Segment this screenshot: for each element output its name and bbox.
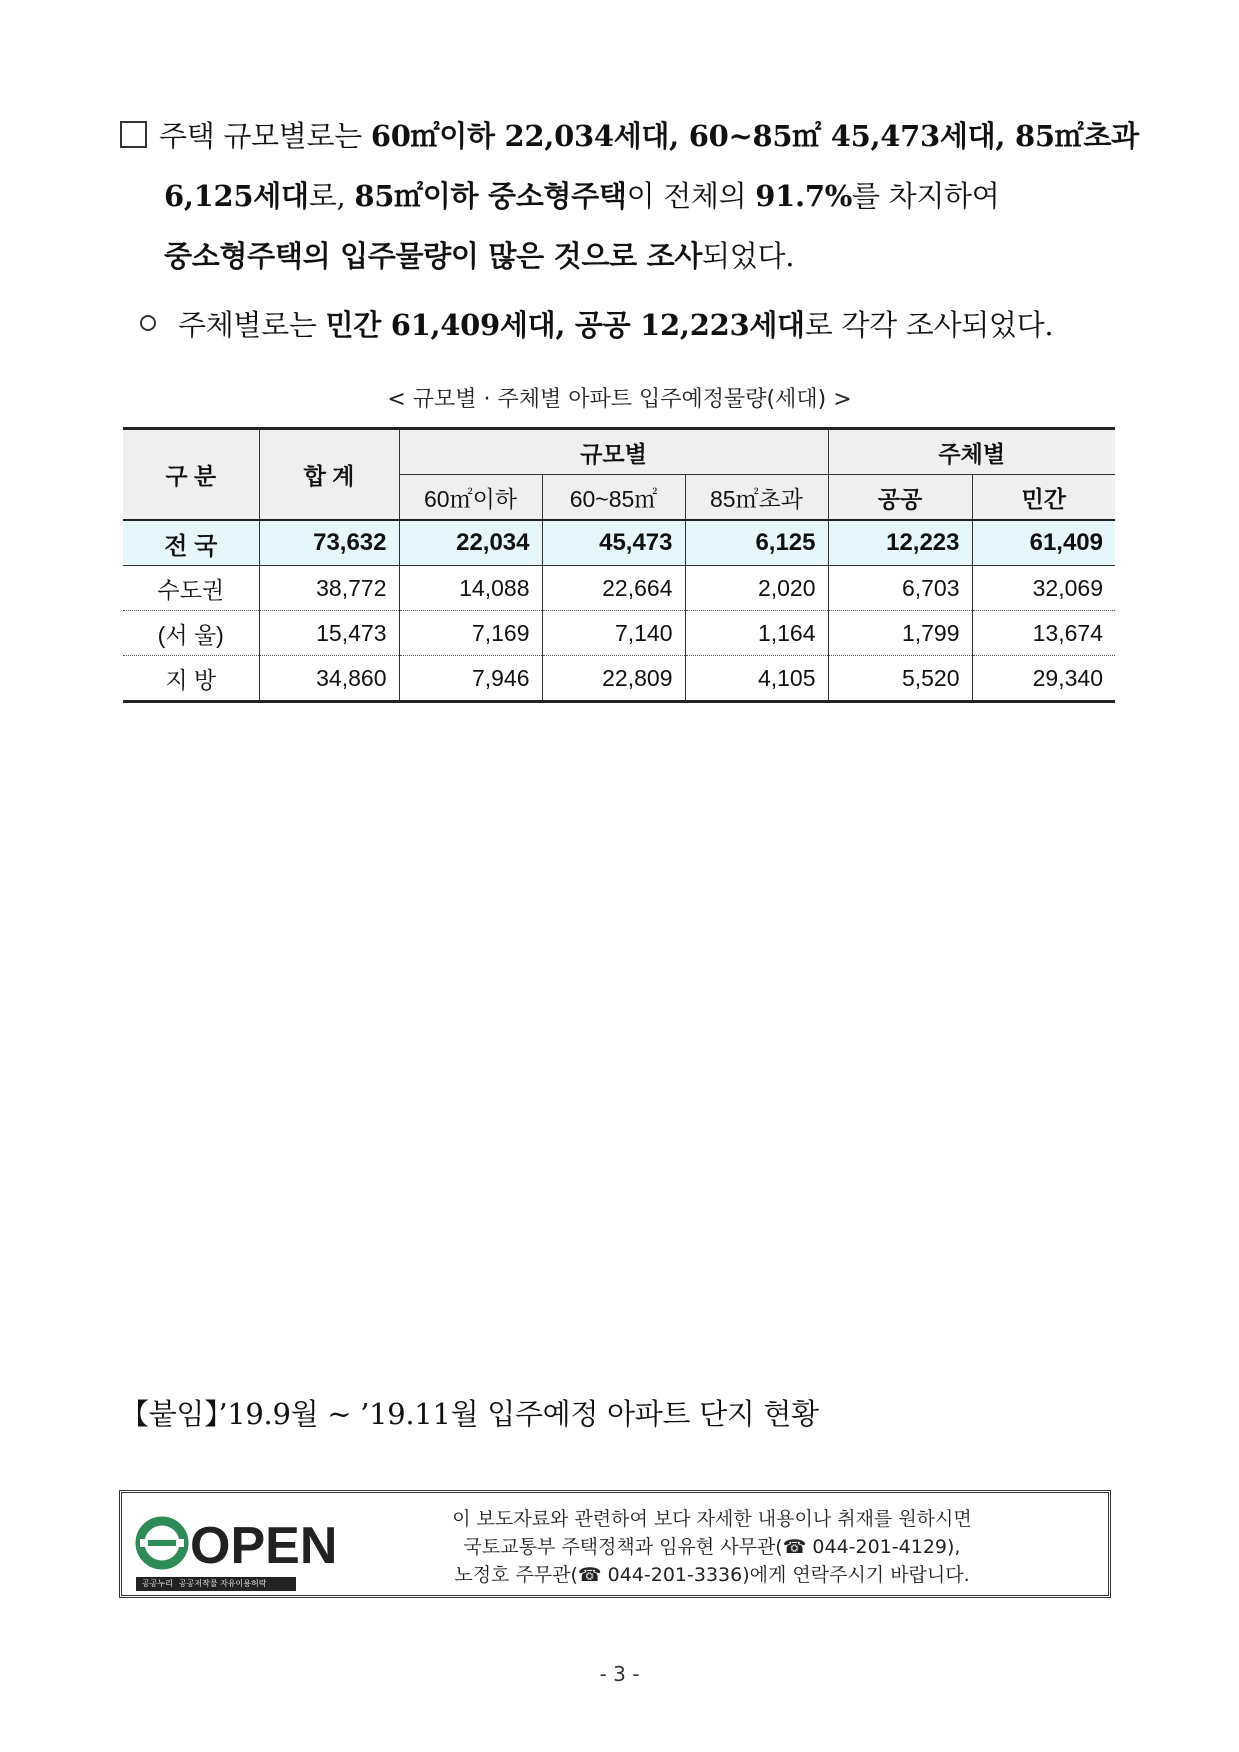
header-total: 합 계: [259, 429, 399, 521]
cell: 22,664: [542, 566, 685, 611]
cell: 7,946: [399, 656, 542, 702]
cell: 7,140: [542, 611, 685, 656]
logo-wordmark: OPEN: [190, 1517, 338, 1575]
paragraph-line-1: 주택 규모별로는 60㎡이하 22,034세대, 60~85㎡ 45,473세대, 85㎡초과: [120, 106, 1120, 166]
header-size: 규모별: [399, 429, 828, 475]
cell: 14,088: [399, 566, 542, 611]
contact-box: [119, 1490, 1111, 1598]
paragraph-line-3: 중소형주택의 입주물량이 많은 것으로 조사되었다.: [164, 239, 795, 273]
header-sub: 공공: [828, 475, 972, 521]
cell: 73,632: [259, 520, 399, 566]
cell: 29,340: [972, 656, 1115, 702]
open-license-logo: [136, 1511, 338, 1575]
cell: 1,164: [685, 611, 828, 656]
cell: 61,409: [972, 520, 1115, 566]
cell: 12,223: [828, 520, 972, 566]
cell: 6,125: [685, 520, 828, 566]
cell: 38,772: [259, 566, 399, 611]
cell: 32,069: [972, 566, 1115, 611]
table-row: [123, 656, 1115, 702]
circle-bullet-icon: [140, 315, 156, 331]
header-sub: 60~85㎡: [542, 475, 685, 521]
table-row: [123, 566, 1115, 611]
row-label: 수도권: [123, 566, 259, 611]
cell: 1,799: [828, 611, 972, 656]
table-row: [123, 611, 1115, 656]
contact-info: [322, 1505, 1102, 1589]
header-entity: 주체별: [828, 429, 1115, 475]
paragraph-entity-summary: 주체별로는 민간 61,409세대, 공공 12,223세대로 각각 조사되었다.: [140, 295, 1140, 355]
contact-line: 노정호 주무관(☎ 044-201-3336)에게 연락주시기 바랍니다.: [454, 1564, 970, 1586]
contact-line: 이 보도자료와 관련하여 보다 자세한 내용이나 취재를 원하시면: [452, 1508, 972, 1530]
cell: 5,520: [828, 656, 972, 702]
cell: 45,473: [542, 520, 685, 566]
logo-caption: 공공누리 공공저작물 자유이용허락: [136, 1577, 296, 1591]
supply-table: [123, 427, 1115, 703]
header-sub: 85㎡초과: [685, 475, 828, 521]
paragraph-line-2: 6,125세대로, 85㎡이하 중소형주택이 전체의 91.7%를 차지하여: [164, 179, 1000, 213]
attachment-note: 【붙임】’19.9월 ~ ’19.11월 입주예정 아파트 단지 현황: [120, 1397, 819, 1431]
cell: 2,020: [685, 566, 828, 611]
paragraph-size-summary: [120, 106, 1139, 286]
row-label: 전 국: [123, 520, 259, 566]
table-caption: < 규모별 · 주체별 아파트 입주예정물량(세대) >: [387, 387, 852, 412]
header-division: 구 분: [123, 429, 259, 521]
header-sub: 60㎡이하: [399, 475, 542, 521]
table-row: [123, 520, 1115, 566]
page-number: - 3 -: [599, 1662, 640, 1686]
cell: 6,703: [828, 566, 972, 611]
cell: 34,860: [259, 656, 399, 702]
checkbox-bullet-icon: [120, 121, 147, 148]
cell: 7,169: [399, 611, 542, 656]
row-label: (서 울): [123, 611, 259, 656]
contact-line: 국토교통부 주택정책과 임유현 사무관(☎ 044-201-4129),: [463, 1536, 961, 1558]
cell: 22,809: [542, 656, 685, 702]
cell: 4,105: [685, 656, 828, 702]
cell: 22,034: [399, 520, 542, 566]
row-label: 지 방: [123, 656, 259, 702]
cell: 13,674: [972, 611, 1115, 656]
cell: 15,473: [259, 611, 399, 656]
header-sub: 민간: [972, 475, 1115, 521]
